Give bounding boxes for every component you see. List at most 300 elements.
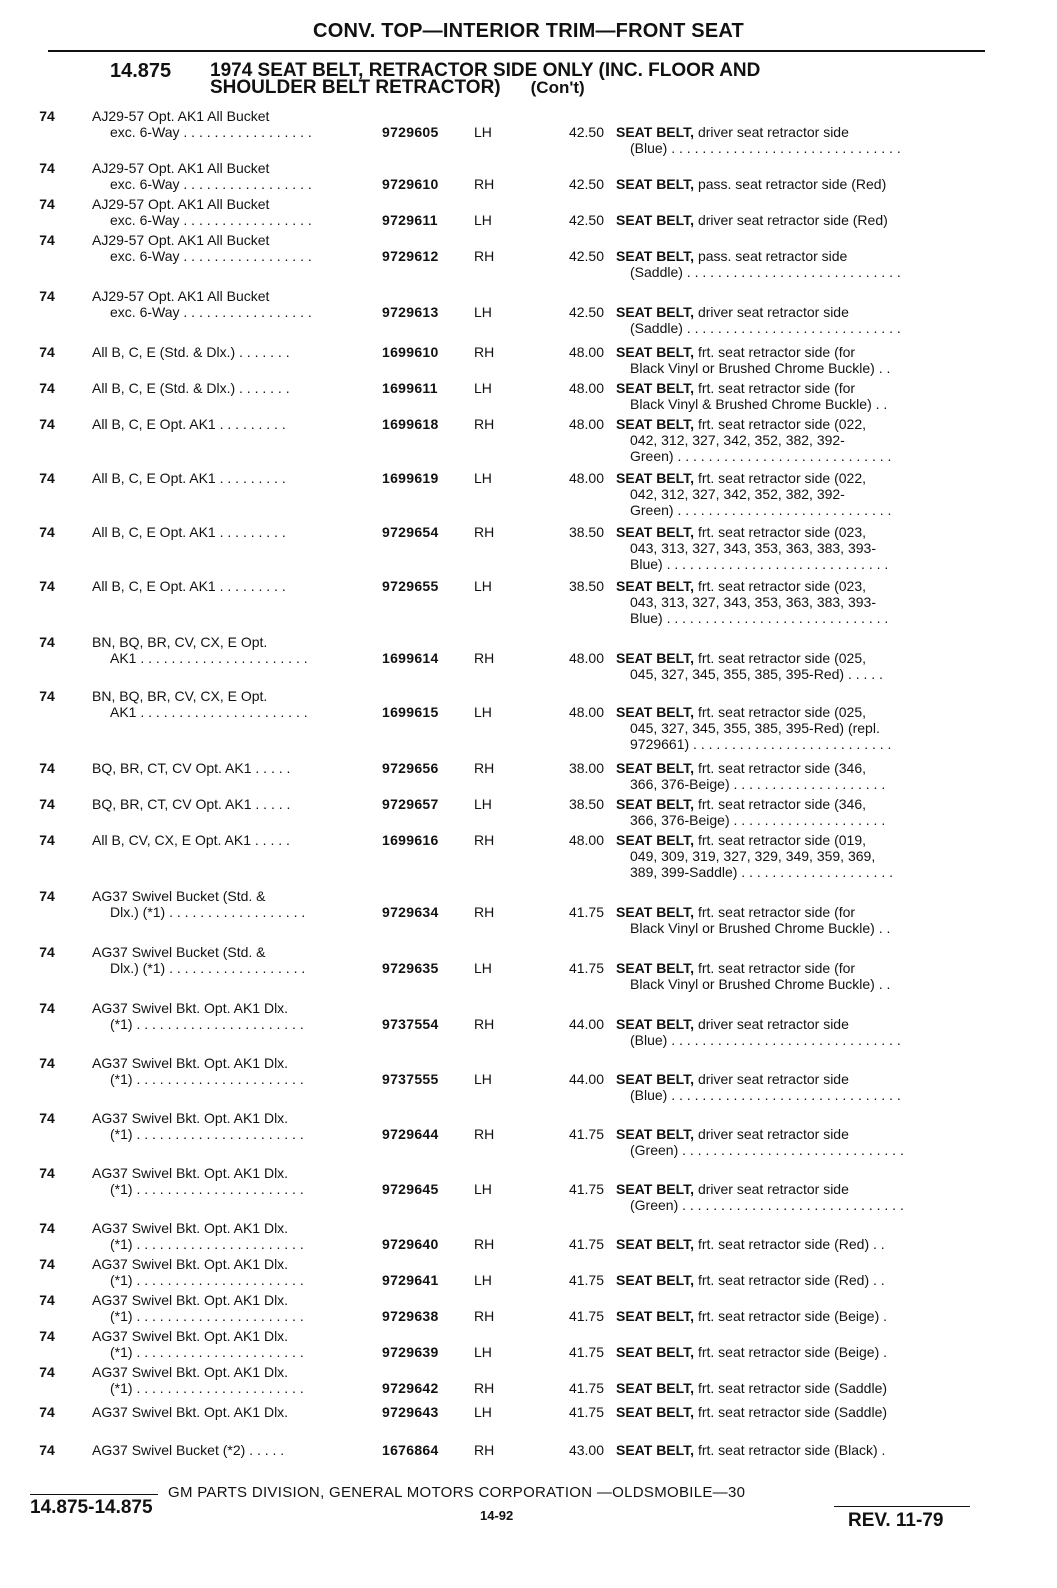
item-text-1: frt. seat retractor side (Saddle) <box>697 1404 888 1420</box>
item-label: SEAT BELT, <box>616 904 695 920</box>
item-description <box>616 416 986 464</box>
part-number: 9729634 <box>382 904 439 920</box>
list-price: 38.50 <box>568 524 604 540</box>
list-price: 41.75 <box>568 1181 604 1197</box>
usage-line-2: (*1) . . . . . . . . . . . . . . . . . . . . . . <box>110 1272 304 1288</box>
item-line-1 <box>616 470 986 486</box>
item-line-1 <box>616 1236 986 1252</box>
model-year: 74 <box>39 344 55 360</box>
list-price: 41.75 <box>568 1380 604 1396</box>
usage-line-2: (*1) . . . . . . . . . . . . . . . . . . . . . . <box>110 1344 304 1360</box>
item-text-1: frt. seat retractor side (019, <box>697 832 867 848</box>
part-number: 9729610 <box>382 176 439 192</box>
item-label: SEAT BELT, <box>616 416 695 432</box>
item-label: SEAT BELT, <box>616 248 695 264</box>
item-description <box>616 1404 986 1420</box>
item-text-1: frt. seat retractor side (for <box>697 344 856 360</box>
item-line-2: Black Vinyl & Brushed Chrome Buckle) . . <box>630 396 888 412</box>
item-description <box>616 704 986 752</box>
item-label: SEAT BELT, <box>616 650 695 666</box>
item-description <box>616 124 986 156</box>
usage-description <box>92 688 382 720</box>
usage-description <box>92 344 382 360</box>
list-price: 41.75 <box>568 1126 604 1142</box>
item-line-1 <box>616 904 986 920</box>
usage-line-1: AJ29-57 Opt. AK1 All Bucket <box>92 232 270 248</box>
item-description <box>616 1442 986 1458</box>
section-title-line-1: 1974 SEAT BELT, RETRACTOR SIDE ONLY (INC. FLOOR AND <box>210 60 761 81</box>
item-text-1: frt. seat retractor side (Beige) . <box>697 1308 888 1324</box>
model-year: 74 <box>39 888 55 904</box>
item-text-1: frt. seat retractor side (Black) . <box>697 1442 886 1458</box>
item-line-1 <box>616 212 986 228</box>
item-description <box>616 650 986 682</box>
item-label: SEAT BELT, <box>616 524 695 540</box>
item-description <box>616 1380 986 1396</box>
item-line-2: (Blue) . . . . . . . . . . . . . . . . . . . . . . . . . . . . . . <box>630 140 901 156</box>
item-line-1 <box>616 304 986 320</box>
item-description <box>616 904 986 936</box>
item-line-1 <box>616 760 986 776</box>
item-text-1: frt. seat retractor side (023, <box>697 578 867 594</box>
item-text-1: driver seat retractor side <box>697 1181 849 1197</box>
usage-line-2: Dlx.) (*1) . . . . . . . . . . . . . . . . . . <box>110 904 306 920</box>
section-number: 14.875 <box>110 60 172 82</box>
list-price: 38.50 <box>568 796 604 812</box>
item-line-1 <box>616 1016 986 1032</box>
item-line-1 <box>616 248 986 264</box>
model-year: 74 <box>39 416 55 432</box>
usage-line-2: (*1) . . . . . . . . . . . . . . . . . . . . . . <box>110 1181 304 1197</box>
footer-revision: REV. 11-79 <box>848 1510 944 1531</box>
item-text-1: driver seat retractor side (Red) <box>697 212 888 228</box>
item-description <box>616 380 986 412</box>
item-line-3: 389, 399-Saddle) . . . . . . . . . . . . . . . . . . . . <box>630 864 893 880</box>
model-year: 74 <box>39 760 55 776</box>
usage-description <box>92 888 382 920</box>
item-description <box>616 1308 986 1324</box>
model-year: 74 <box>39 1256 55 1272</box>
item-text-1: driver seat retractor side <box>697 304 849 320</box>
part-number: 9729642 <box>382 1380 439 1396</box>
part-number: 9729639 <box>382 1344 439 1360</box>
item-description <box>616 524 986 572</box>
item-line-2: 049, 309, 319, 327, 329, 349, 359, 369, <box>630 848 876 864</box>
item-text-1: driver seat retractor side <box>697 1126 849 1142</box>
usage-line-1: AG37 Swivel Bkt. Opt. AK1 Dlx. <box>92 1220 289 1236</box>
model-year: 74 <box>39 578 55 594</box>
list-price: 42.50 <box>568 304 604 320</box>
item-line-2: 045, 327, 345, 355, 385, 395-Red) (repl. <box>630 720 880 736</box>
usage-description <box>92 796 382 812</box>
item-text-1: frt. seat retractor side (Red) . . <box>697 1272 885 1288</box>
usage-description <box>92 196 382 228</box>
list-price: 43.00 <box>568 1442 604 1458</box>
item-description <box>616 470 986 518</box>
item-label: SEAT BELT, <box>616 1016 695 1032</box>
item-text-1: frt. seat retractor side (022, <box>697 470 867 486</box>
item-line-1 <box>616 1272 986 1288</box>
item-label: SEAT BELT, <box>616 796 695 812</box>
part-number: 1699615 <box>382 704 439 720</box>
footer-range: 14.875-14.875 <box>30 1497 153 1518</box>
model-year: 74 <box>39 1165 55 1181</box>
part-number: 9737555 <box>382 1071 439 1087</box>
usage-line-1: All B, C, E (Std. & Dlx.) . . . . . . . <box>92 380 290 396</box>
model-year: 74 <box>39 1442 55 1458</box>
model-year: 74 <box>39 688 55 704</box>
item-line-1 <box>616 176 986 192</box>
usage-line-1: AG37 Swivel Bucket (Std. & <box>92 944 266 960</box>
model-year: 74 <box>39 196 55 212</box>
list-price: 42.50 <box>568 176 604 192</box>
item-label: SEAT BELT, <box>616 124 695 140</box>
part-number: 1676864 <box>382 1442 439 1458</box>
item-line-3: Blue) . . . . . . . . . . . . . . . . . . . . . . . . . . . . . <box>630 610 889 626</box>
item-text-1: frt. seat retractor side (Beige) . <box>697 1344 888 1360</box>
usage-line-1: AG37 Swivel Bkt. Opt. AK1 Dlx. <box>92 1055 289 1071</box>
side-code: RH <box>474 524 495 540</box>
item-label: SEAT BELT, <box>616 344 695 360</box>
side-code: LH <box>474 1404 492 1420</box>
item-line-1 <box>616 960 986 976</box>
usage-description <box>92 1055 382 1087</box>
item-line-2: (Blue) . . . . . . . . . . . . . . . . . . . . . . . . . . . . . . <box>630 1032 901 1048</box>
part-number: 9729657 <box>382 796 439 812</box>
model-year: 74 <box>39 288 55 304</box>
item-label: SEAT BELT, <box>616 832 695 848</box>
model-year: 74 <box>39 634 55 650</box>
usage-description <box>92 1220 382 1252</box>
part-number: 9729655 <box>382 578 439 594</box>
part-number: 9729613 <box>382 304 439 320</box>
side-code: LH <box>474 1181 492 1197</box>
usage-line-1: AJ29-57 Opt. AK1 All Bucket <box>92 196 270 212</box>
usage-description <box>92 524 382 540</box>
item-line-2: 042, 312, 327, 342, 352, 382, 392- <box>630 486 845 502</box>
item-label: SEAT BELT, <box>616 578 695 594</box>
section-title <box>210 62 930 96</box>
usage-line-1: AG37 Swivel Bkt. Opt. AK1 Dlx. <box>92 1000 289 1016</box>
usage-line-2: AK1 . . . . . . . . . . . . . . . . . . . . . . <box>110 650 308 666</box>
list-price: 41.75 <box>568 1308 604 1324</box>
item-label: SEAT BELT, <box>616 1404 695 1420</box>
item-description <box>616 796 986 828</box>
part-number: 1699619 <box>382 470 439 486</box>
item-line-3: Green) . . . . . . . . . . . . . . . . . . . . . . . . . . . . <box>630 448 892 464</box>
item-description <box>616 1071 986 1103</box>
item-description <box>616 578 986 626</box>
item-label: SEAT BELT, <box>616 176 695 192</box>
footer-rule-right <box>834 1506 970 1507</box>
item-text-1: driver seat retractor side <box>697 124 849 140</box>
item-line-3: Green) . . . . . . . . . . . . . . . . . . . . . . . . . . . . <box>630 502 892 518</box>
list-price: 48.00 <box>568 380 604 396</box>
usage-description <box>92 416 382 432</box>
usage-line-2: exc. 6-Way . . . . . . . . . . . . . . . . . <box>110 176 312 192</box>
usage-line-1: All B, CV, CX, E Opt. AK1 . . . . . <box>92 832 290 848</box>
item-text-1: driver seat retractor side <box>697 1016 849 1032</box>
part-number: 9729644 <box>382 1126 439 1142</box>
usage-line-1: All B, C, E Opt. AK1 . . . . . . . . . <box>92 470 286 486</box>
part-number: 1699610 <box>382 344 439 360</box>
item-line-2: 366, 376-Beige) . . . . . . . . . . . . . . . . . . . . <box>630 776 886 792</box>
usage-description <box>92 1442 382 1458</box>
usage-description <box>92 578 382 594</box>
usage-description <box>92 232 382 264</box>
item-description <box>616 1181 986 1213</box>
usage-line-1: AG37 Swivel Bkt. Opt. AK1 Dlx. <box>92 1292 289 1308</box>
usage-line-1: All B, C, E Opt. AK1 . . . . . . . . . <box>92 578 286 594</box>
usage-description <box>92 1292 382 1324</box>
model-year: 74 <box>39 944 55 960</box>
item-line-1 <box>616 124 986 140</box>
model-year: 74 <box>39 380 55 396</box>
item-label: SEAT BELT, <box>616 960 695 976</box>
side-code: LH <box>474 124 492 140</box>
item-label: SEAT BELT, <box>616 470 695 486</box>
model-year: 74 <box>39 1110 55 1126</box>
item-line-1 <box>616 1308 986 1324</box>
side-code: LH <box>474 380 492 396</box>
item-line-2: (Green) . . . . . . . . . . . . . . . . . . . . . . . . . . . . . <box>630 1142 904 1158</box>
item-description <box>616 832 986 880</box>
model-year: 74 <box>39 1404 55 1420</box>
part-number: 9729635 <box>382 960 439 976</box>
item-label: SEAT BELT, <box>616 1380 695 1396</box>
usage-description <box>92 832 382 848</box>
item-text-1: frt. seat retractor side (Red) . . <box>697 1236 885 1252</box>
item-line-2: (Green) . . . . . . . . . . . . . . . . . . . . . . . . . . . . . <box>630 1197 904 1213</box>
item-description <box>616 1126 986 1158</box>
usage-description <box>92 1404 382 1420</box>
side-code: RH <box>474 832 495 848</box>
side-code: LH <box>474 578 492 594</box>
usage-line-2: (*1) . . . . . . . . . . . . . . . . . . . . . . <box>110 1016 304 1032</box>
list-price: 44.00 <box>568 1071 604 1087</box>
part-number: 9729638 <box>382 1308 439 1324</box>
list-price: 41.75 <box>568 1272 604 1288</box>
side-code: RH <box>474 650 495 666</box>
list-price: 44.00 <box>568 1016 604 1032</box>
side-code: LH <box>474 1272 492 1288</box>
side-code: LH <box>474 212 492 228</box>
usage-description <box>92 760 382 776</box>
usage-line-1: All B, C, E Opt. AK1 . . . . . . . . . <box>92 524 286 540</box>
item-label: SEAT BELT, <box>616 1272 695 1288</box>
part-number: 9729605 <box>382 124 439 140</box>
usage-line-1: AJ29-57 Opt. AK1 All Bucket <box>92 288 270 304</box>
usage-line-2: Dlx.) (*1) . . . . . . . . . . . . . . . . . . <box>110 960 306 976</box>
part-number: 9729641 <box>382 1272 439 1288</box>
usage-line-1: AG37 Swivel Bkt. Opt. AK1 Dlx. <box>92 1364 289 1380</box>
side-code: RH <box>474 248 495 264</box>
usage-line-1: BQ, BR, CT, CV Opt. AK1 . . . . . <box>92 760 291 776</box>
item-label: SEAT BELT, <box>616 380 695 396</box>
usage-line-1: All B, C, E (Std. & Dlx.) . . . . . . . <box>92 344 290 360</box>
list-price: 42.50 <box>568 124 604 140</box>
item-description <box>616 1016 986 1048</box>
usage-description <box>92 380 382 396</box>
usage-line-2: exc. 6-Way . . . . . . . . . . . . . . . . . <box>110 212 312 228</box>
item-label: SEAT BELT, <box>616 1308 695 1324</box>
header-rule <box>48 50 985 52</box>
item-line-1 <box>616 1071 986 1087</box>
item-text-1: frt. seat retractor side (025, <box>697 650 867 666</box>
usage-description <box>92 108 382 140</box>
item-label: SEAT BELT, <box>616 304 695 320</box>
side-code: RH <box>474 904 495 920</box>
part-number: 1699618 <box>382 416 439 432</box>
list-price: 38.50 <box>568 578 604 594</box>
list-price: 42.50 <box>568 212 604 228</box>
model-year: 74 <box>39 160 55 176</box>
usage-line-1: AG37 Swivel Bkt. Opt. AK1 Dlx. <box>92 1404 289 1420</box>
item-line-1 <box>616 832 986 848</box>
usage-line-1: BQ, BR, CT, CV Opt. AK1 . . . . . <box>92 796 291 812</box>
item-label: SEAT BELT, <box>616 760 695 776</box>
item-line-1 <box>616 1404 986 1420</box>
item-text-1: pass. seat retractor side (Red) <box>697 176 887 192</box>
usage-description <box>92 944 382 976</box>
item-text-1: frt. seat retractor side (for <box>697 960 856 976</box>
item-label: SEAT BELT, <box>616 704 695 720</box>
part-number: 9729643 <box>382 1404 439 1420</box>
side-code: LH <box>474 960 492 976</box>
usage-line-1: AG37 Swivel Bkt. Opt. AK1 Dlx. <box>92 1165 289 1181</box>
usage-line-2: (*1) . . . . . . . . . . . . . . . . . . . . . . <box>110 1380 304 1396</box>
list-price: 48.00 <box>568 416 604 432</box>
usage-line-1: AG37 Swivel Bkt. Opt. AK1 Dlx. <box>92 1110 289 1126</box>
part-number: 9729645 <box>382 1181 439 1197</box>
list-price: 41.75 <box>568 960 604 976</box>
item-line-1 <box>616 1442 986 1458</box>
usage-description <box>92 1256 382 1288</box>
model-year: 74 <box>39 1328 55 1344</box>
section-cont: (Con't) <box>530 78 585 97</box>
footer-corporation: GM PARTS DIVISION, GENERAL MOTORS CORPORATION —OLDSMOBILE—30 <box>168 1484 746 1501</box>
section-title-line-2-text: SHOULDER BELT RETRACTOR) <box>210 77 501 98</box>
list-price: 48.00 <box>568 470 604 486</box>
item-label: SEAT BELT, <box>616 1071 695 1087</box>
usage-line-2: exc. 6-Way . . . . . . . . . . . . . . . . . <box>110 124 312 140</box>
item-line-2: 366, 376-Beige) . . . . . . . . . . . . . . . . . . . . <box>630 812 886 828</box>
model-year: 74 <box>39 524 55 540</box>
usage-description <box>92 634 382 666</box>
model-year: 74 <box>39 796 55 812</box>
part-number: 9737554 <box>382 1016 439 1032</box>
model-year: 74 <box>39 1292 55 1308</box>
model-year: 74 <box>39 232 55 248</box>
usage-line-2: AK1 . . . . . . . . . . . . . . . . . . . . . . <box>110 704 308 720</box>
section-title-line-2 <box>210 79 930 96</box>
item-line-1 <box>616 380 986 396</box>
item-text-1: frt. seat retractor side (Saddle) <box>697 1380 888 1396</box>
item-text-1: driver seat retractor side <box>697 1071 849 1087</box>
side-code: RH <box>474 1442 495 1458</box>
item-label: SEAT BELT, <box>616 1181 695 1197</box>
item-label: SEAT BELT, <box>616 1344 695 1360</box>
part-number: 9729612 <box>382 248 439 264</box>
item-label: SEAT BELT, <box>616 1236 695 1252</box>
usage-description <box>92 1110 382 1142</box>
item-line-1 <box>616 1380 986 1396</box>
item-line-1 <box>616 796 986 812</box>
part-number: 9729656 <box>382 760 439 776</box>
item-description <box>616 960 986 992</box>
item-line-2: Black Vinyl or Brushed Chrome Buckle) . . <box>630 976 891 992</box>
usage-line-1: AJ29-57 Opt. AK1 All Bucket <box>92 160 270 176</box>
usage-description <box>92 1165 382 1197</box>
list-price: 48.00 <box>568 704 604 720</box>
model-year: 74 <box>39 108 55 124</box>
item-line-2: (Saddle) . . . . . . . . . . . . . . . . . . . . . . . . . . . . <box>630 320 901 336</box>
side-code: RH <box>474 1016 495 1032</box>
item-line-1 <box>616 704 986 720</box>
item-text-1: frt. seat retractor side (for <box>697 380 856 396</box>
item-line-1 <box>616 1181 986 1197</box>
side-code: RH <box>474 344 495 360</box>
part-number: 9729611 <box>382 212 438 228</box>
part-number: 1699616 <box>382 832 439 848</box>
usage-line-2: (*1) . . . . . . . . . . . . . . . . . . . . . . <box>110 1126 304 1142</box>
side-code: RH <box>474 1380 495 1396</box>
model-year: 74 <box>39 1220 55 1236</box>
usage-line-1: BN, BQ, BR, CV, CX, E Opt. <box>92 688 268 704</box>
item-text-1: frt. seat retractor side (346, <box>697 760 867 776</box>
usage-line-1: AG37 Swivel Bucket (Std. & <box>92 888 266 904</box>
usage-description <box>92 1364 382 1396</box>
usage-line-1: AJ29-57 Opt. AK1 All Bucket <box>92 108 270 124</box>
item-line-2: Black Vinyl or Brushed Chrome Buckle) . . <box>630 920 891 936</box>
side-code: RH <box>474 416 495 432</box>
model-year: 74 <box>39 470 55 486</box>
item-line-2: 043, 313, 327, 343, 353, 363, 383, 393- <box>630 594 876 610</box>
item-text-1: frt. seat retractor side (346, <box>697 796 867 812</box>
item-description <box>616 176 986 192</box>
side-code: LH <box>474 1071 492 1087</box>
list-price: 41.75 <box>568 904 604 920</box>
item-description <box>616 304 986 336</box>
item-line-2: (Saddle) . . . . . . . . . . . . . . . . . . . . . . . . . . . . <box>630 264 901 280</box>
item-description <box>616 1236 986 1252</box>
part-number: 9729640 <box>382 1236 439 1252</box>
model-year: 74 <box>39 1055 55 1071</box>
side-code: RH <box>474 760 495 776</box>
item-line-1 <box>616 650 986 666</box>
footer-page-number: 14-92 <box>480 1508 514 1523</box>
item-text-1: pass. seat retractor side <box>697 248 848 264</box>
usage-description <box>92 160 382 192</box>
item-text-1: frt. seat retractor side (for <box>697 904 856 920</box>
model-year: 74 <box>39 832 55 848</box>
part-number: 9729654 <box>382 524 439 540</box>
usage-line-1: AG37 Swivel Bkt. Opt. AK1 Dlx. <box>92 1328 289 1344</box>
list-price: 48.00 <box>568 832 604 848</box>
item-line-1 <box>616 416 986 432</box>
item-label: SEAT BELT, <box>616 1126 695 1142</box>
side-code: RH <box>474 176 495 192</box>
side-code: LH <box>474 1344 492 1360</box>
model-year: 74 <box>39 1000 55 1016</box>
side-code: LH <box>474 704 492 720</box>
item-line-1 <box>616 1126 986 1142</box>
item-description <box>616 212 986 228</box>
usage-line-2: exc. 6-Way . . . . . . . . . . . . . . . . . <box>110 248 312 264</box>
usage-line-1: All B, C, E Opt. AK1 . . . . . . . . . <box>92 416 286 432</box>
item-line-2: 042, 312, 327, 342, 352, 382, 392- <box>630 432 845 448</box>
item-line-3: 9729661) . . . . . . . . . . . . . . . . . . . . . . . . . . <box>630 736 892 752</box>
